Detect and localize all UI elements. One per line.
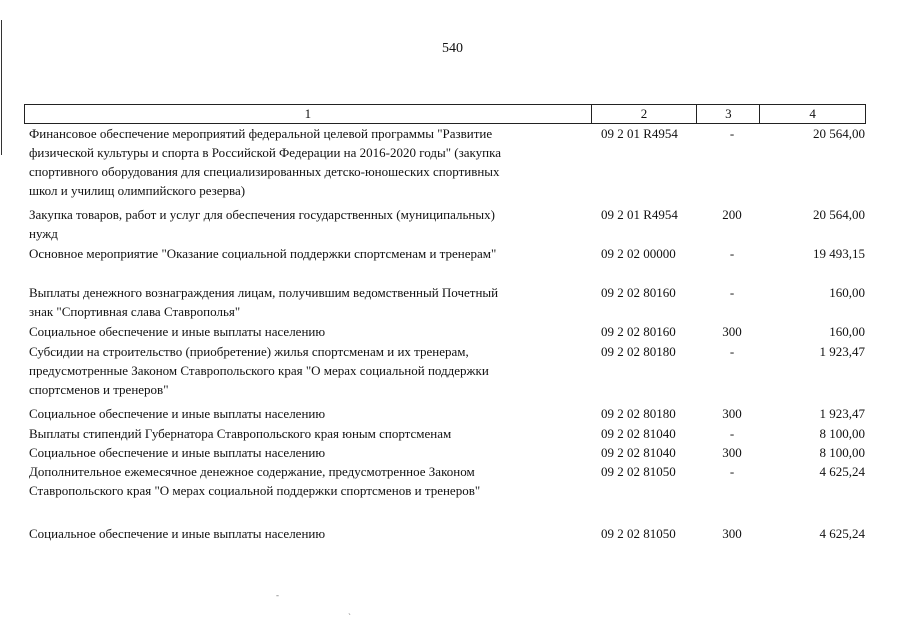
page-number: 540 [442,41,463,56]
row-amount: 160,00 [829,324,865,339]
row-name [29,462,589,500]
row-code: 09 2 02 81050 [601,464,676,479]
name-line: предусмотренные Законом Ставропольского края "О мерах социальной поддержки [29,363,489,378]
name-line: Ставропольского края "О мерах социальной поддержки спортсменов и тренеров" [29,483,481,498]
row-name [29,342,589,399]
name-line: спортсменов и тренеров" [29,382,169,397]
row-name [29,404,589,423]
row-code: 09 2 02 80180 [601,344,676,359]
row-amount: 20 564,00 [813,126,865,141]
row-name [29,283,589,321]
name-line: Выплаты денежного вознаграждения лицам, получившим ведомственный Почетный [29,285,499,300]
row-type: - [729,246,735,261]
row-code: 09 2 02 80160 [601,285,676,300]
row-type: 300 [722,324,742,339]
name-line: спортивного оборудования для специализированных детско-юношеских спортивных [29,164,500,179]
row-code: 09 2 02 81040 [601,445,676,460]
row-amount: 1 923,47 [819,406,865,421]
row-amount: 8 100,00 [819,426,865,441]
row-code: 09 2 02 80180 [601,406,676,421]
row-type: - [729,126,735,141]
row-amount: 19 493,15 [813,246,865,261]
row-amount: 4 625,24 [819,526,865,541]
name-line: Социальное обеспечение и иные выплаты населению [29,406,326,421]
name-line: Выплаты стипендий Губернатора Ставропольского края юным спортсменам [29,426,452,441]
row-amount: 4 625,24 [819,464,865,479]
name-line: Субсидии на строительство (приобретение) жилья спортсменам и их тренерам, [29,344,469,359]
row-name [29,524,589,543]
name-line: Дополнительное ежемесячное денежное содержание, предусмотренное Законом [29,464,475,479]
header-col-2: 2 [592,105,698,123]
row-type: 200 [722,207,742,222]
header-col-4: 4 [809,106,816,121]
name-line: Социальное обеспечение и иные выплаты населению [29,526,326,541]
row-name [29,443,589,462]
name-line: Социальное обеспечение и иные выплаты населению [29,324,326,339]
row-name [29,424,589,443]
header-col-1: 1 [25,105,592,123]
row-amount: 1 923,47 [819,344,865,359]
row-type: - [729,285,735,300]
name-line: знак "Спортивная слава Ставрополья" [29,304,241,319]
row-amount: 8 100,00 [819,445,865,460]
row-name [29,322,589,341]
name-line: Основное мероприятие "Оказание социальной поддержки спортсменам и тренерам" [29,246,497,261]
name-line: Финансовое обеспечение мероприятий федеральной целевой программы "Развитие [29,126,493,141]
row-type: 300 [722,445,742,460]
row-amount: 160,00 [829,285,865,300]
row-amount: 20 564,00 [813,207,865,222]
name-line: Социальное обеспечение и иные выплаты населению [29,445,326,460]
row-name [29,205,589,243]
row-code: 09 2 02 81050 [601,526,676,541]
name-line: физической культуры и спорта в Российской Федерации на 2016-2020 годы" (закупка [29,145,501,160]
table-header [24,104,866,124]
name-line: школ и училищ олимпийского резерва) [29,183,246,198]
row-code: 09 2 02 81040 [601,426,676,441]
row-type: 300 [722,406,742,421]
row-code: 09 2 01 R4954 [601,126,678,141]
row-code: 09 2 01 R4954 [601,207,678,222]
row-name [29,244,589,263]
scan-speck: ` [348,612,351,622]
row-code: 09 2 02 80160 [601,324,676,339]
row-code: 09 2 02 00000 [601,246,676,261]
row-type: 300 [722,526,742,541]
row-type: - [729,344,735,359]
name-line: нужд [29,226,58,241]
row-type: - [729,426,735,441]
scan-speck: - [276,590,279,600]
name-line: Закупка товаров, работ и услуг для обеспечения государственных (муниципальных) [29,207,495,222]
header-col-3: 3 [697,105,760,123]
row-type: - [729,464,735,479]
row-name [29,124,589,200]
